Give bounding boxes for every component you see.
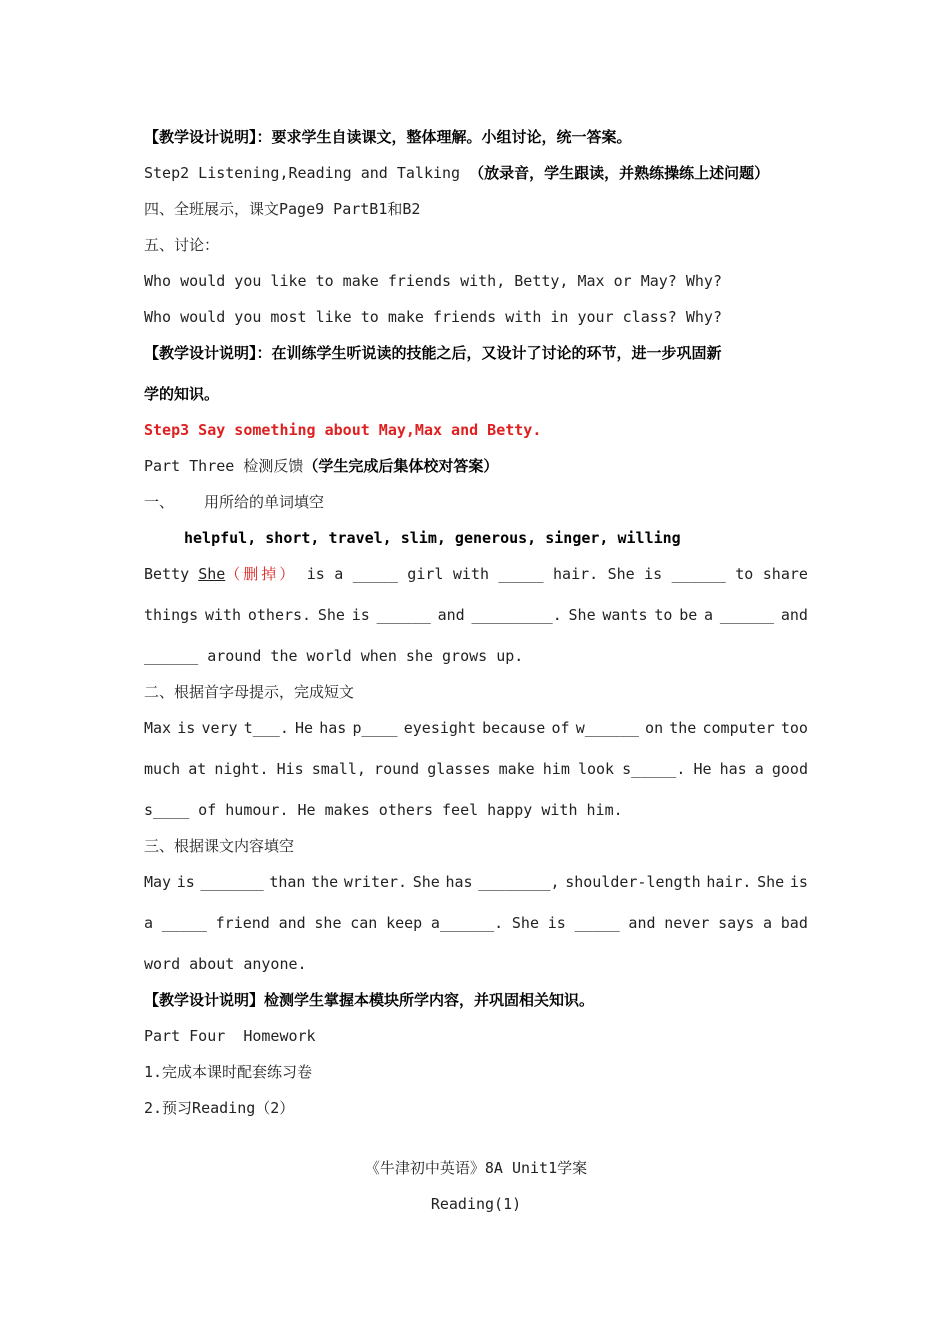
ex3-line1-w9: shoulder-length: [565, 873, 701, 891]
ex1-line2-w2: others.: [247, 606, 312, 624]
ex1-line2-w12: a: [704, 606, 714, 624]
ex1-line1-w8: is: [644, 565, 663, 583]
ex1-line2-w14: and: [780, 606, 808, 624]
footer-subtitle: Reading(1): [430, 1195, 522, 1213]
ex3-line2-w9: is: [547, 914, 566, 932]
ex3-line2-w8: She: [511, 914, 539, 932]
ex2-line1-w0: Max: [144, 719, 172, 737]
ex3-line1-w11: She: [757, 873, 785, 891]
step2-prefix: Step2 Listening,Reading and Talking: [144, 164, 470, 182]
ex3-line1-w5: writer.: [343, 873, 408, 891]
ex2-line2-w10: s_____.: [622, 760, 686, 778]
ex3-line1-w0: May: [144, 873, 172, 891]
ex2-line1-w13: computer: [702, 719, 775, 737]
ex2-line2-w8: him: [542, 760, 570, 778]
ex2-line1-w5: has: [319, 719, 347, 737]
ex1-line2-w8: She: [568, 606, 596, 624]
footer-title: 《牛津初中英语》8A Unit1学案: [364, 1159, 588, 1177]
exercise-1-title-text: 用所给的单词填空: [204, 493, 325, 511]
part-four-heading: Part Four Homework: [144, 1027, 316, 1045]
ex2-line2-w7: make: [498, 760, 535, 778]
ex1-line2-w4: is: [351, 606, 370, 624]
ex1-line1-w5: _____: [498, 565, 544, 583]
ex1-line2-w3: She: [317, 606, 345, 624]
ex3-line2-w7: a______.: [430, 914, 504, 932]
ex1-line1-w1: a: [334, 565, 344, 583]
ex2-line2-w14: good: [771, 760, 808, 778]
ex2-line1-w14: too: [780, 719, 808, 737]
ex3-line1-w8: ________,: [478, 873, 560, 891]
ex1-line1-w11: share: [762, 565, 808, 583]
ex3-line1-w1: is: [176, 873, 195, 891]
ex2-line2-w2: night.: [214, 760, 269, 778]
exercise-2-title: 二、根据首字母提示，完成短文: [144, 683, 355, 701]
ex1-line1-start: [144, 563, 297, 585]
ex2-line2-w5: round: [374, 760, 420, 778]
step3-heading: Step3 Say something about May,Max and Betty.: [144, 421, 542, 439]
ex3-line2-w4: she: [314, 914, 342, 932]
ex3-line2-w15: bad: [780, 914, 808, 932]
design-note-1: 【教学设计说明】：要求学生自读课文，整体理解。小组讨论，统一答案。: [144, 128, 632, 146]
ex1-line1-w2: _____: [352, 565, 398, 583]
ex1-betty: Betty: [144, 565, 190, 583]
ex2-line1-w7: eyesight: [403, 719, 476, 737]
ex3-line1-w10: hair.: [706, 873, 752, 891]
ex1-line2-w9: wants: [602, 606, 648, 624]
ex3-line2-w1: _____: [161, 914, 207, 932]
ex3-line1-w12: is: [789, 873, 808, 891]
exercise-1-title: [144, 491, 808, 513]
ex3-line2-w12: never: [664, 914, 710, 932]
ex1-line2-w11: be: [679, 606, 698, 624]
part-three-line: [144, 455, 808, 477]
homework-item-2: 2.预习Reading（2）: [144, 1099, 295, 1117]
ex2-line2-w11: He: [693, 760, 712, 778]
exercise-1-number: 一、: [144, 493, 175, 511]
ex1-line2-w0: things: [144, 606, 199, 624]
section-4: 四、全班展示，课文Page9 PartB1和B2: [144, 200, 421, 218]
ex1-line2-w13: ______: [719, 606, 775, 624]
ex3-line2-w2: friend: [215, 914, 270, 932]
ex2-line2-w3: His: [276, 760, 304, 778]
ex1-line2-w5: ______: [376, 606, 431, 624]
exercise-3-line-1: [144, 871, 808, 893]
ex1-line2-w7: _________.: [471, 606, 562, 624]
exercise-2-line-2: [144, 758, 808, 780]
exercise-1-line-3: ______ around the world when she grows up.: [144, 647, 524, 665]
ex3-line2-w11: and: [628, 914, 656, 932]
ex1-line1-w7: She: [607, 565, 635, 583]
exercise-2-line-3: s____ of humour. He makes others feel happy with him.: [144, 801, 623, 819]
ex1-delete-note: （删掉）: [225, 565, 298, 583]
ex2-line1-w8: because: [482, 719, 546, 737]
ex2-line1-w6: p____: [352, 719, 398, 737]
ex1-line2-w1: with: [204, 606, 242, 624]
ex2-line2-w13: a: [754, 760, 764, 778]
homework-item-1: 1.完成本课时配套练习卷: [144, 1063, 313, 1081]
ex3-line2-w3: and: [278, 914, 306, 932]
exercise-2-line-1: [144, 717, 808, 739]
ex3-line1-w6: She: [412, 873, 440, 891]
ex3-line1-w3: than: [269, 873, 306, 891]
step2-line: [144, 162, 808, 184]
exercise-1-line-1: [144, 563, 808, 585]
ex2-line2-w0: much: [144, 760, 181, 778]
ex3-line2-w13: says: [718, 914, 755, 932]
ex2-line2-w9: look: [577, 760, 615, 778]
design-note-3: 【教学设计说明】检测学生掌握本模块所学内容，并巩固相关知识。: [144, 991, 595, 1009]
ex2-line1-w9: of: [551, 719, 570, 737]
ex1-line2-w6: and: [437, 606, 465, 624]
part-three-suffix: （学生完成后集体校对答案）: [303, 457, 499, 475]
ex1-line2-w10: to: [654, 606, 673, 624]
ex1-line1-w3: girl: [407, 565, 444, 583]
ex1-line1-w6: hair.: [553, 565, 599, 583]
ex2-line1-w1: is: [177, 719, 196, 737]
section-5: 五、讨论：: [144, 236, 220, 254]
ex2-line2-w1: at: [188, 760, 207, 778]
ex3-line1-w7: has: [445, 873, 473, 891]
ex2-line1-w3: t___.: [243, 719, 289, 737]
exercise-3-title: 三、根据课文内容填空: [144, 837, 295, 855]
ex2-line1-w11: on: [645, 719, 664, 737]
ex2-line2-w6: glasses: [427, 760, 491, 778]
part-three-prefix: Part Three 检测反馈: [144, 457, 304, 475]
ex3-line1-w4: the: [311, 873, 339, 891]
step2-suffix: （放录音，学生跟读，并熟练操练上述问题）: [469, 164, 770, 182]
ex1-line1-w9: ______: [671, 565, 726, 583]
ex3-line2-w14: a: [763, 914, 773, 932]
exercise-1-line-2: [144, 604, 808, 626]
ex1-line1-w0: is: [306, 565, 325, 583]
ex1-she: She: [198, 565, 226, 583]
ex3-line1-w2: _______: [200, 873, 264, 891]
design-note-2-line1: 【教学设计说明】：在训练学生听说读的技能之后，又设计了讨论的环节，进一步巩固新: [144, 344, 722, 362]
ex2-line1-w10: w______: [575, 719, 639, 737]
ex1-line1-w4: with: [452, 565, 489, 583]
word-bank: helpful, short, travel, slim, generous, singer, willing: [184, 529, 681, 547]
ex1-line1-w10: to: [735, 565, 754, 583]
ex2-line2-w4: small,: [311, 760, 366, 778]
ex3-line2-w10: _____: [574, 914, 620, 932]
ex3-line2-w6: keep: [386, 914, 423, 932]
exercise-3-line-2: [144, 912, 808, 934]
ex3-line2-w5: can: [350, 914, 378, 932]
discussion-question-1: Who would you like to make friends with, Betty, Max or May? Why?: [144, 272, 722, 290]
exercise-3-line-3: word about anyone.: [144, 955, 307, 973]
ex2-line2-w12: has: [719, 760, 747, 778]
ex2-line1-w4: He: [295, 719, 314, 737]
discussion-question-2: Who would you most like to make friends with in your class? Why?: [144, 308, 722, 326]
ex3-line2-w0: a: [144, 914, 154, 932]
ex2-line1-w12: the: [669, 719, 697, 737]
ex2-line1-w2: very: [201, 719, 238, 737]
design-note-2-line2: 学的知识。: [144, 385, 220, 403]
